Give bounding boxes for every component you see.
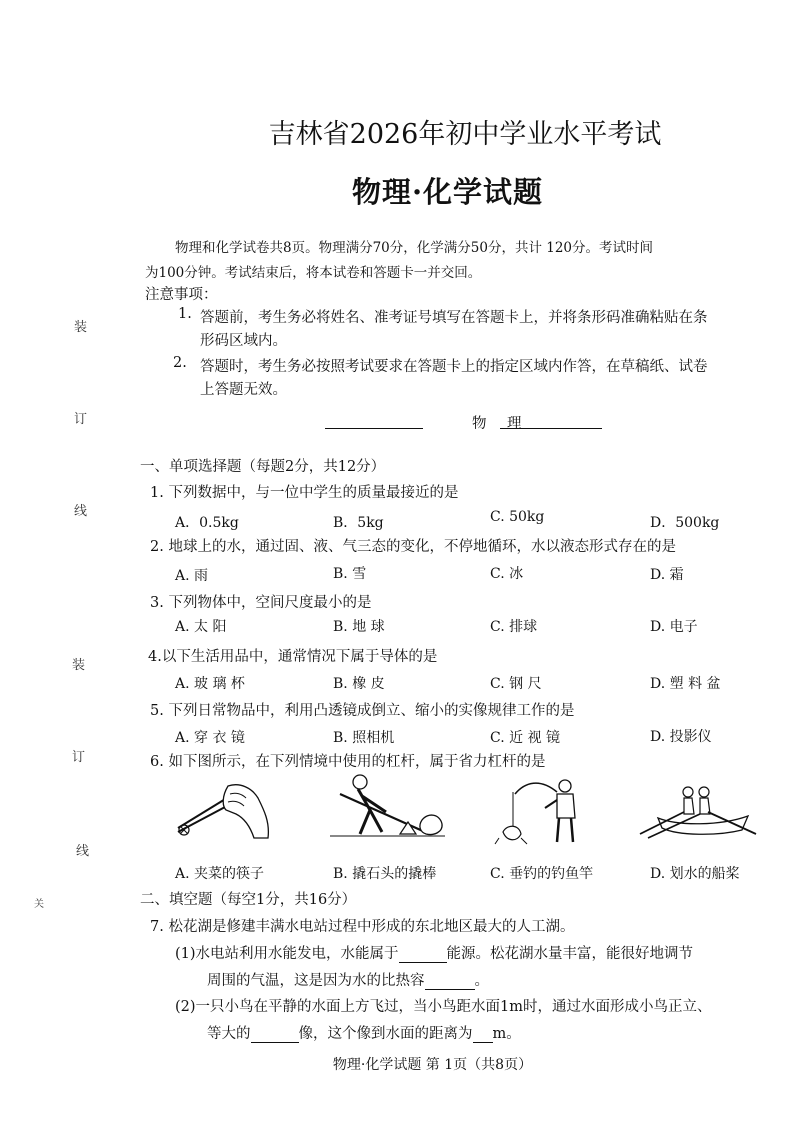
section2-heading: 二、填空题（每空1分，共16分） (140, 892, 357, 908)
q2-option-b: B. 雪 (333, 566, 367, 582)
q3-option-a: A. 太 阳 (175, 619, 227, 635)
q5-option-b: B. 照相机 (333, 730, 395, 746)
q7-part2-text-b: 像，这个像到水面的距离为 (298, 1026, 473, 1042)
q4-option-a: A. 玻 璃 杯 (175, 676, 245, 692)
q4-stem: 4.以下生活用品中，通常情况下属于导体的是 (148, 649, 438, 665)
crowbar-illustration (330, 772, 445, 847)
q3-option-c: C. 排球 (490, 619, 538, 635)
side-mark-xian-1: 线 (74, 504, 88, 519)
side-mark-zhuang-1: 装 (74, 320, 88, 335)
side-mark-xian-2: 线 (76, 844, 90, 859)
q7-part1-text-b: 能源。松花湖水量丰富，能很好地调节 (446, 946, 694, 962)
q3-option-d: D. 电子 (650, 619, 698, 635)
q5-option-d: D. 投影仪 (650, 729, 712, 745)
q6-option-d: D. 划水的船桨 (650, 866, 740, 882)
q7-blank-3[interactable] (251, 1026, 299, 1043)
q4-option-c: C. 钢 尺 (490, 676, 542, 692)
notice-item-1-line2: 形码区域内。 (200, 333, 287, 349)
q7-part1-text-c: 周围的气温，这是因为水的比热容 (207, 973, 425, 989)
q2-option-a: A. 雨 (175, 568, 209, 584)
q7-blank-4[interactable] (473, 1026, 493, 1043)
q7-part2-text-a: 等大的 (207, 1026, 251, 1042)
q5-option-c: C. 近 视 镜 (490, 730, 561, 746)
q7-stem: 7. 松花湖是修建丰满水电站过程中形成的东北地区最大的人工湖。 (150, 919, 575, 935)
q3-stem: 3. 下列物体中，空间尺度最小的是 (150, 595, 372, 611)
q2-stem: 2. 地球上的水，通过固、液、气三态的变化，不停地循环，水以液态形式存在的是 (150, 539, 676, 555)
q1-option-b: B．5kg (333, 515, 384, 531)
q6-option-a: A. 夹菜的筷子 (175, 866, 265, 882)
fishing-rod-illustration (485, 772, 585, 852)
q7-part1-text-a: (1)水电站利用水能发电，水能属于 (175, 946, 399, 962)
notice-item-2-line1: 答题时，考生务必按照考试要求在答题卡上的指定区域内作答，在草稿纸、试卷 (200, 359, 708, 375)
chopsticks-illustration (170, 780, 275, 845)
section1-heading: 一、单项选择题（每题2分，共12分） (140, 459, 386, 475)
intro-line2: 为100分钟。考试结束后，将本试卷和答题卡一并交回。 (145, 265, 482, 281)
q2-option-d: D. 霜 (650, 567, 684, 583)
q7-part1-text-d: 。 (474, 973, 489, 989)
q7-part2-text-c: m。 (492, 1026, 521, 1042)
side-mark-guan: 关 (34, 899, 44, 910)
intro-line1: 物理和化学试卷共8页。物理满分70分，化学满分50分，共计 120分。考试时间 (175, 240, 654, 256)
exam-title: 吉林省2026年初中学业水平考试 (268, 119, 662, 150)
notice-heading: 注意事项： (145, 287, 218, 303)
section-label-part2: 理 (507, 416, 522, 432)
section-rule-left (325, 428, 423, 429)
q1-option-c: C. 50kg (490, 509, 545, 525)
q7-part1-line1 (175, 942, 693, 963)
q5-option-a: A. 穿 衣 镜 (175, 730, 245, 746)
side-mark-zhuang-2: 装 (72, 658, 86, 673)
rowing-illustration (638, 784, 760, 844)
q2-option-c: C. 冰 (490, 566, 524, 582)
q7-blank-2[interactable] (425, 973, 475, 990)
section-label-part1: 物 (472, 416, 487, 432)
q1-option-d: D．500kg (650, 515, 720, 531)
q3-option-b: B. 地 球 (333, 619, 385, 635)
q5-stem: 5. 下列日常物品中，利用凸透镜成倒立、缩小的实像规律工作的是 (150, 703, 575, 719)
q7-part2-line1: (2)一只小鸟在平静的水面上方飞过，当小鸟距水面1m时，通过水面形成小鸟正立、 (175, 999, 712, 1015)
q7-blank-1[interactable] (399, 946, 447, 963)
q7-part1-line2 (207, 969, 489, 990)
page-footer: 物理·化学试题 第 1页（共8页） (332, 1057, 533, 1073)
notice-item-2-line2: 上答题无效。 (200, 382, 287, 398)
notice-item-1-line1: 答题前，考生务必将姓名、准考证号填写在答题卡上，并将条形码准确粘贴在条 (200, 310, 708, 326)
side-mark-ding-2: 订 (72, 750, 86, 765)
q7-part2-line2 (207, 1022, 521, 1043)
side-mark-ding-1: 订 (74, 412, 88, 427)
section-rule-right (500, 428, 602, 429)
q4-option-d: D. 塑 料 盆 (650, 676, 721, 692)
q1-stem: 1. 下列数据中，与一位中学生的质量最接近的是 (150, 485, 459, 501)
q6-option-b: B. 撬石头的撬棒 (333, 866, 437, 882)
exam-subtitle: 物理·化学试题 (351, 175, 544, 209)
q4-option-b: B. 橡 皮 (333, 676, 385, 692)
notice-item-2-num: 2. (173, 355, 187, 371)
q1-option-a: A．0.5kg (175, 515, 239, 531)
q6-option-c: C. 垂钓的钓鱼竿 (490, 866, 594, 882)
notice-item-1-num: 1. (178, 306, 192, 322)
q6-stem: 6. 如下图所示，在下列情境中使用的杠杆，属于省力杠杆的是 (150, 754, 546, 770)
